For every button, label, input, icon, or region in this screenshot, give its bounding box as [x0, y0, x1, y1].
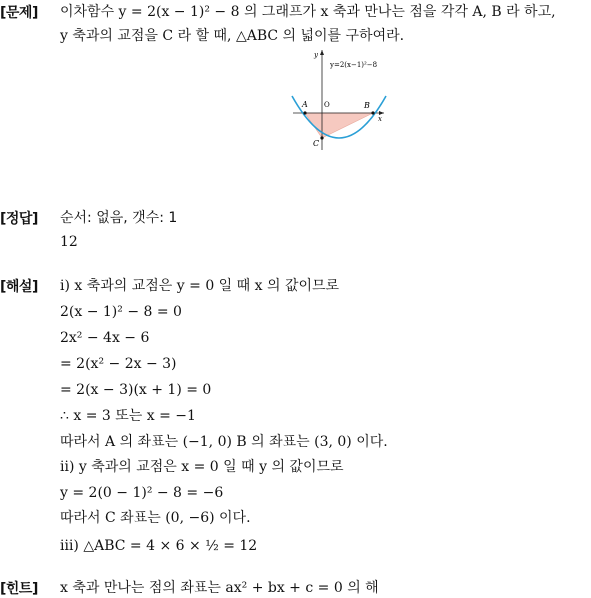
- y-axis-label: y: [314, 51, 318, 59]
- explanation-line: 2(x − 1)² − 8 = 0: [60, 304, 182, 320]
- explanation-line: ∴ x = 3 또는 x = −1: [60, 408, 196, 424]
- explanation-line: 2x² − 4x − 6: [60, 330, 150, 346]
- explanation-line: ⅰ) x 축과의 교점은 y = 0 일 때 x 의 값이므로: [60, 278, 340, 294]
- explanation-line: y = 2(0 − 1)² − 8 = −6: [60, 485, 224, 501]
- point-b-label: B: [364, 101, 370, 110]
- hint-text: x 축과 만나는 점의 좌표는 ax² + bx + c = 0 의 해: [60, 580, 379, 596]
- point-b-dot: [371, 111, 374, 114]
- point-c-label: C: [313, 139, 320, 148]
- parabola-graph: [288, 46, 398, 154]
- answer-value: 12: [60, 234, 78, 250]
- origin-label: O: [324, 101, 330, 109]
- point-a-dot: [303, 111, 306, 114]
- problem-text-line-2: y 축과의 교점을 C 라 할 때, △ABC 의 넓이를 구하여라.: [60, 28, 405, 44]
- explanation-tag: [해설]: [0, 279, 38, 295]
- x-axis-label: x: [378, 115, 382, 123]
- explanation-line: 따라서 A 의 좌표는 (−1, 0) B 의 좌표는 (3, 0) 이다.: [60, 434, 388, 450]
- explanation-line: 따라서 C 좌표는 (0, −6) 이다.: [60, 510, 251, 526]
- triangle-abc: [305, 113, 373, 138]
- point-c-dot: [320, 136, 323, 139]
- explanation-line: = 2(x² − 2x − 3): [60, 356, 177, 372]
- equation-label: y=2(x−1)²−8: [330, 61, 378, 69]
- problem-tag: [문제]: [0, 5, 38, 21]
- explanation-line: ⅲ) △ABC = 4 × 6 × ½ = 12: [60, 538, 258, 554]
- hint-tag: [힌트]: [0, 581, 38, 597]
- explanation-line: = 2(x − 3)(x + 1) = 0: [60, 382, 212, 398]
- answer-tag: [정답]: [0, 211, 38, 227]
- explanation-line: ⅱ) y 축과의 교점은 x = 0 일 때 y 의 값이므로: [60, 459, 344, 475]
- y-axis-arrow: [320, 50, 324, 55]
- problem-text-line-1: 이차함수 y = 2(x − 1)² − 8 의 그래프가 x 축과 만나는 점을 각각 A, B 라 하고,: [60, 4, 556, 20]
- answer-line-1: 순서: 없음, 갯수: 1: [60, 210, 178, 226]
- point-a-label: A: [302, 100, 308, 109]
